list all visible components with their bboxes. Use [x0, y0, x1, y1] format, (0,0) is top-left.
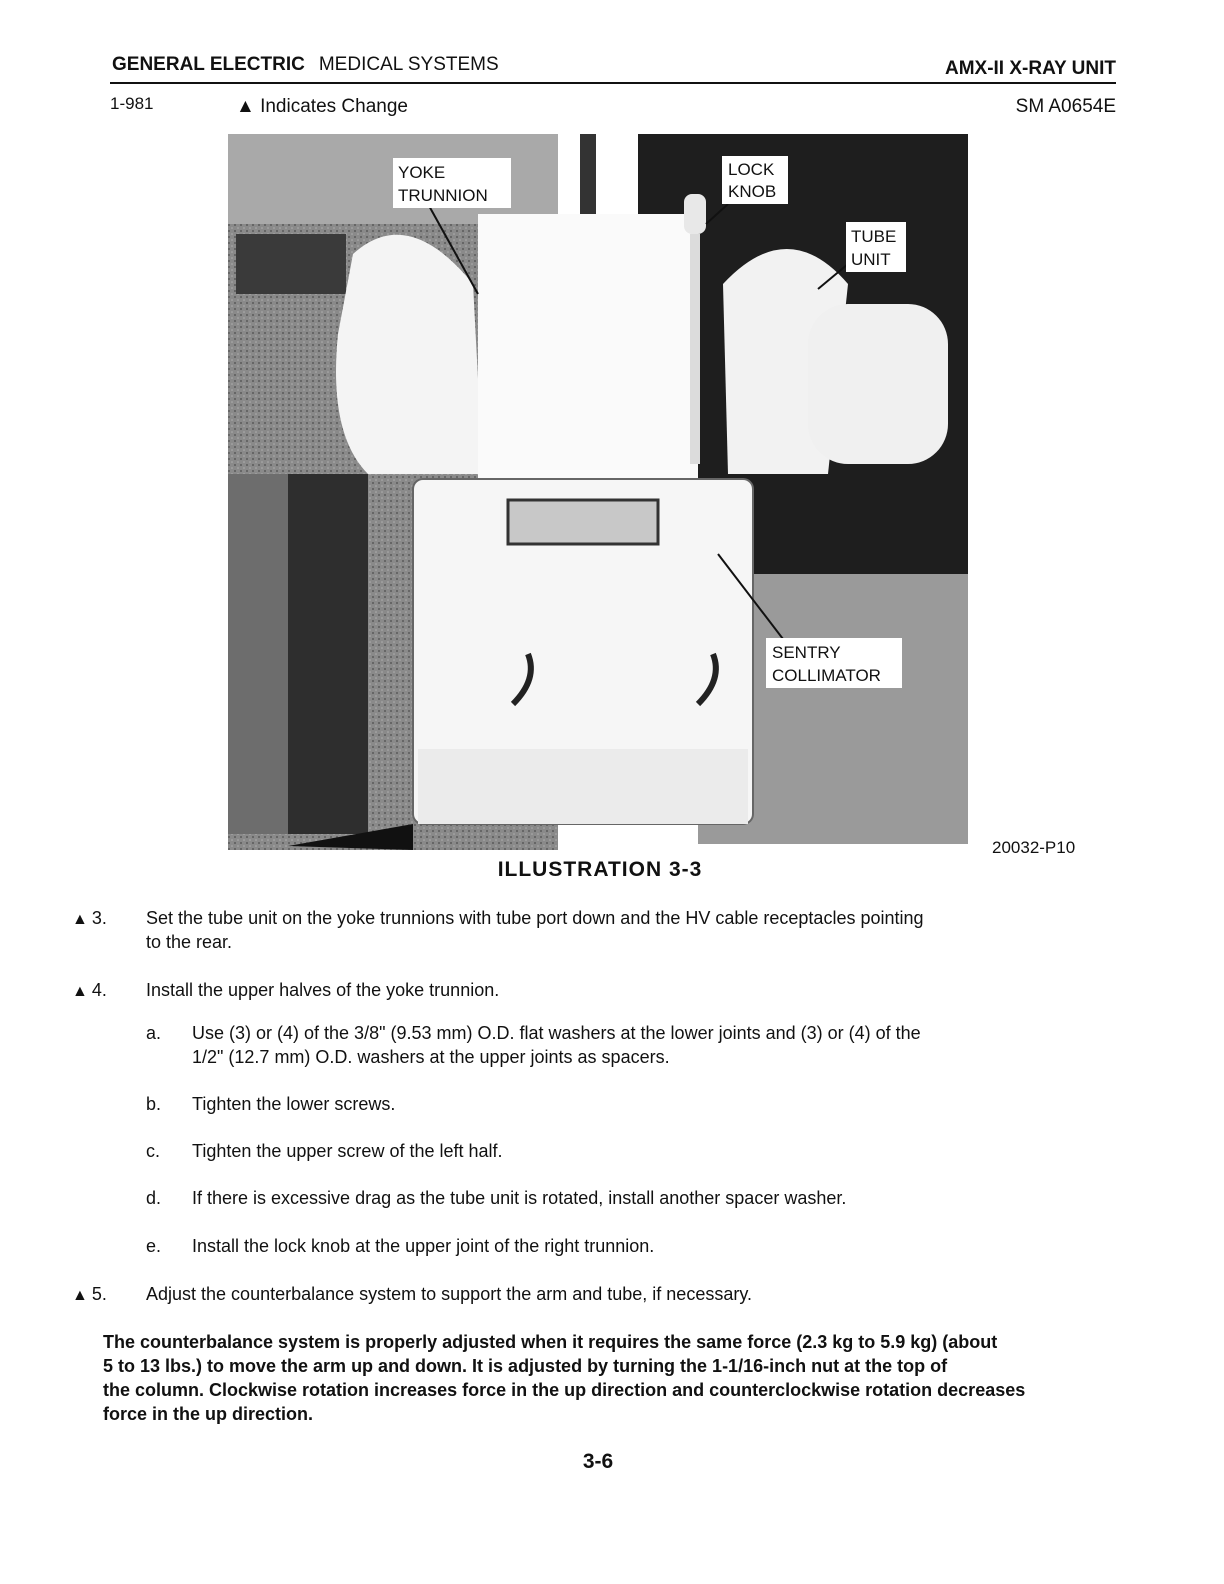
step-number: 5. [91, 1284, 107, 1304]
note-line-4: force in the up direction. [103, 1404, 314, 1424]
label-tube-1: TUBE [851, 227, 897, 246]
step-4c-text: Tighten the upper screw of the left half. [192, 1141, 503, 1161]
step-4-marker [72, 978, 107, 1004]
note-line-2: 5 to 13 lbs.) to move the arm up and down. It is adjusted by turning the 1-1/16-inch nut at the top of [103, 1356, 948, 1376]
company-name: GENERAL ELECTRIC [112, 54, 305, 75]
page-number: 3-6 [582, 1450, 614, 1473]
yoke-trunnion-shape [336, 235, 483, 474]
label-yoke-1: YOKE [398, 163, 446, 182]
header-company [112, 54, 499, 76]
note-line-3: the column. Clockwise rotation increases force in the up direction and counterclockwise rotation decreases [103, 1380, 1026, 1400]
step-number: 3. [91, 908, 107, 928]
step-5-text: Adjust the counterbalance system to support the arm and tube, if necessary. [146, 1284, 752, 1304]
product-title: AMX-II X-RAY UNIT [944, 58, 1116, 79]
company-division: MEDICAL SYSTEMS [318, 54, 499, 75]
label-yoke-2: TRUNNION [398, 186, 488, 205]
step-4a-letter: a. [146, 1023, 162, 1043]
step-4b-text: Tighten the lower screws. [192, 1094, 396, 1114]
step-4d-text: If there is excessive drag as the tube unit is rotated, install another spacer washer. [192, 1188, 847, 1208]
photo-id: 20032-P10 [992, 838, 1076, 857]
change-note: ▲ Indicates Change [236, 96, 408, 117]
step-3-text-2: to the rear. [146, 932, 233, 952]
step-4a-text-2: 1/2" (12.7 mm) O.D. washers at the upper joints as spacers. [192, 1047, 670, 1067]
doc-number: SM A0654E [1015, 96, 1116, 117]
header-rule [110, 82, 1116, 84]
step-4e-text: Install the lock knob at the upper joint of the right trunnion. [192, 1236, 655, 1256]
label-sentry-2: COLLIMATOR [772, 666, 881, 685]
step-4b-letter: b. [146, 1094, 162, 1114]
step-4c-letter: c. [146, 1141, 161, 1161]
note-line-1: The counterbalance system is properly adjusted when it requires the same force (2.3 kg to 5.9 kg) (about [103, 1332, 998, 1352]
lock-knob-shape [684, 194, 706, 234]
step-4-text: Install the upper halves of the yoke trunnion. [146, 980, 500, 1000]
label-lock-1: LOCK [728, 160, 775, 179]
step-4a-text-1: Use (3) or (4) of the 3/8" (9.53 mm) O.D. flat washers at the lower joints and (3) or (4) of the [192, 1023, 921, 1043]
change-marker: ▲ [72, 911, 88, 928]
label-lock-2: KNOB [728, 182, 777, 201]
step-4e-letter: e. [146, 1236, 162, 1256]
figure-caption: ILLUSTRATION 3-3 [497, 858, 703, 881]
step-3-marker [72, 906, 107, 932]
step-4d-letter: d. [146, 1188, 162, 1208]
step-number: 4. [91, 980, 107, 1000]
change-marker: ▲ [72, 1287, 88, 1304]
equipment-photo [228, 134, 968, 850]
change-marker: ▲ [72, 983, 88, 1000]
step-3-text-1: Set the tube unit on the yoke trunnions with tube port down and the HV cable receptacles pointing [146, 908, 924, 928]
label-sentry-1: SENTRY [772, 643, 841, 662]
step-5-marker [72, 1282, 107, 1308]
label-tube-2: UNIT [851, 250, 891, 269]
date-code: 1-981 [110, 94, 154, 113]
counterbalance-note [103, 1330, 1113, 1426]
